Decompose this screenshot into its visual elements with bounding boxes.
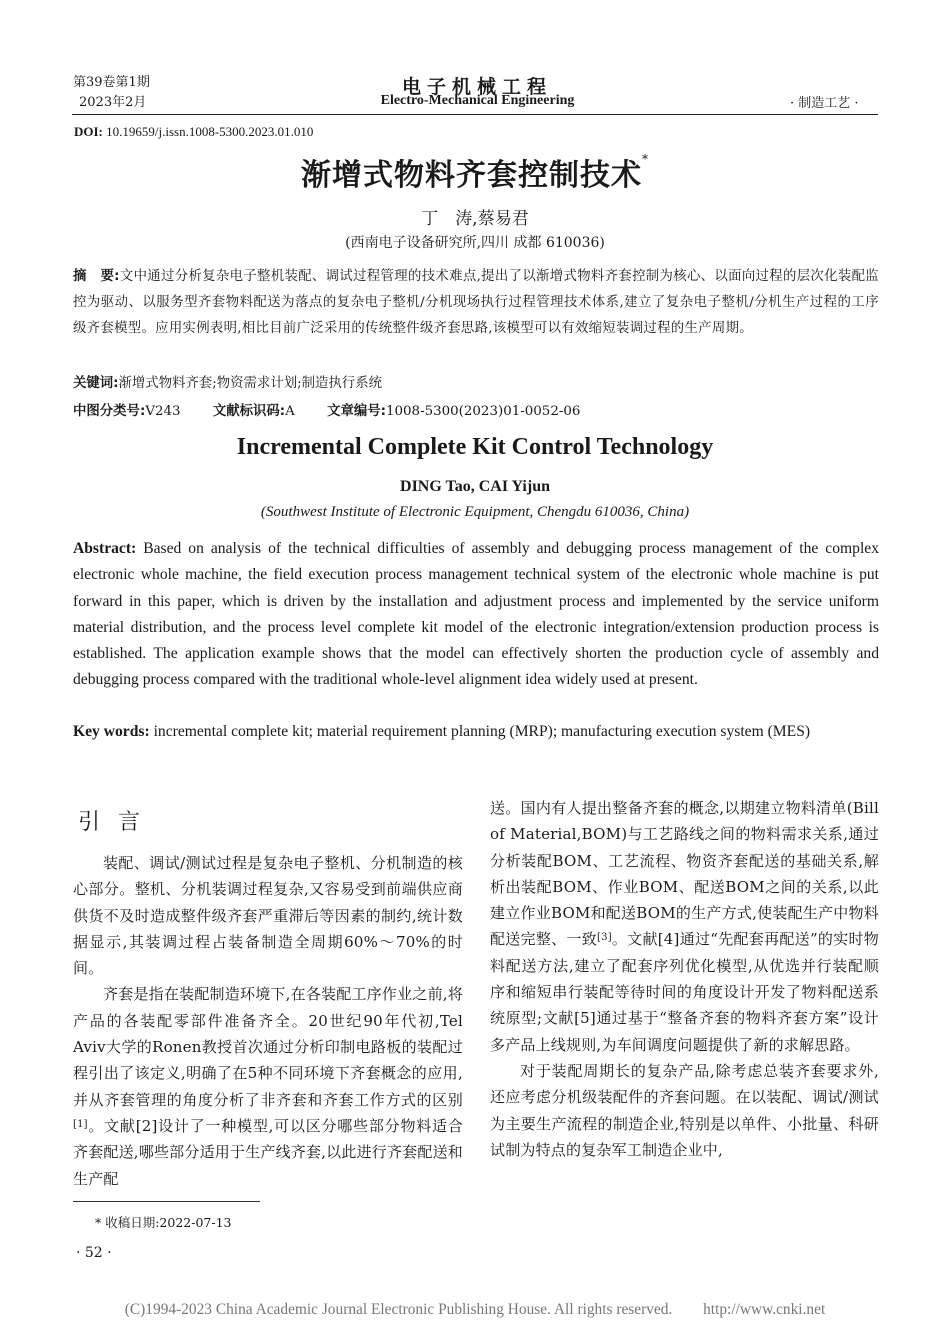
clc-label: 中图分类号: (73, 404, 146, 419)
paragraph-text: 送。国内有人提出整备齐套的概念,以期建立物料清单(Bill of Material,BOM)与工艺路线之间的物料需求关系,通过分析装配BOM、工艺流程、物资齐套配送的基础关系,解析出装配BOM、作业BOM、配送BOM之间的关系,以此建立作业BOM和配送BOM的生产方式,使装配生产中物料配送完整、一致 (490, 799, 879, 949)
journal-volume: 第39卷第1期 (73, 75, 150, 90)
article-number-label: 文章编号: (327, 404, 386, 419)
paragraph-text: 。文献[4]通过“先配套再配送”的实时物料配送方法,建立了配套序列优化模型,从优选并行装配顺序和缩短串行装配等待时间的角度设计开发了物料配送系统原型;文献[5]通过基于“整备齐套的物料齐套方案”设计多产品上线规则,为车间调度问题提供了新的求解思路。 (490, 930, 879, 1054)
section-heading-introduction: 引言 (78, 810, 159, 835)
body-column-left (73, 850, 463, 1192)
journal-date: 2023年2月 (79, 95, 147, 110)
header-rule (72, 114, 878, 115)
authors-en: DING Tao, CAI Yijun (400, 478, 550, 495)
abstract-en (73, 536, 879, 694)
doi-line (74, 124, 313, 140)
title-footnote-mark: * (642, 152, 649, 166)
doc-code (213, 400, 295, 419)
affiliation-en: (Southwest Institute of Electronic Equipment, Chengdu 610036, China) (260, 504, 690, 520)
paragraph: 对于装配周期长的复杂产品,除考虑总装齐套要求外,还应考虑分机级装配件的齐套问题。在以装配、调试/测试为主要生产流程的制造企业,特别是以单件、小批量、科研试制为特点的复杂军工制造企业中, (490, 1061, 879, 1159)
paragraph-text: 。文献[2]设计了一种模型,可以区分哪些部分物料适合齐套配送,哪些部分适用于生产线齐套,以此进行齐套配送和生产配 (73, 1116, 463, 1188)
keywords-en-text: incremental complete kit; material requirement planning (MRP); manufacturing execution system (MES) (153, 723, 811, 740)
doi-value: 10.19659/j.issn.1008-5300.2023.01.010 (106, 124, 314, 139)
abstract-cn (73, 264, 879, 342)
keywords-cn-label: 关键词: (73, 376, 119, 391)
paragraph: 装配、调试/测试过程是复杂电子整机、分机制造的核心部分。整机、分机装调过程复杂,又容易受到前端供应商供货不及时造成整件级齐套严重滞后等因素的制约,统计数据显示,其装调过程占装备制造全周期60%～70%的时间。 (73, 854, 463, 978)
authors-cn: 丁 涛,蔡易君 (421, 209, 529, 229)
footnote-received-date: * 收稿日期:2022-07-13 (95, 1215, 232, 1230)
clc-value: V243 (145, 404, 181, 419)
classification-row (73, 400, 879, 419)
keywords-cn-text: 渐增式物料齐套;物资需求计划;制造执行系统 (118, 376, 382, 391)
title-cn-text: 渐增式物料齐套控制技术 (301, 158, 642, 193)
paper-title-en: Incremental Complete Kit Control Technology (236, 434, 714, 460)
journal-title-en: Electro-Mechanical Engineering (380, 93, 575, 108)
clc-number (73, 400, 181, 419)
doi-label: DOI: (74, 124, 103, 139)
keywords-en-label: Key words: (73, 723, 150, 740)
keywords-cn (73, 372, 382, 391)
section-label: · 制造工艺 · (790, 96, 859, 111)
journal-title-cn: 电子机械工程 (401, 76, 552, 98)
abstract-cn-label: 摘 要: (73, 269, 120, 284)
abstract-en-label: Abstract: (73, 540, 137, 557)
paragraph-text: 齐套是指在装配制造环境下,在各装配工序作业之前,将产品的各装配零部件准备齐全。20世纪90年代初,Tel Aviv大学的Ronen教授首次通过分析印制电路板的装配过程引出了该定义,明确了在5种不同环境下齐套概念的应用,并从齐套管理的角度分析了非齐套和齐套工作方式的区别 (73, 985, 463, 1109)
paper-title-cn (0, 150, 950, 194)
affiliation-cn: (西南电子设备研究所,四川 成都 610036) (345, 235, 605, 251)
paragraph (73, 981, 463, 1191)
doc-code-label: 文献标识码: (212, 404, 286, 419)
page-number: · 52 · (76, 1245, 112, 1261)
keywords-en (73, 719, 879, 745)
doc-code-value: A (285, 404, 295, 419)
copyright-watermark: (C)1994-2023 China Academic Journal Electronic Publishing House. All rights reserved. http://www.cnki.net (124, 1301, 826, 1318)
footnote-rule (73, 1201, 260, 1202)
body-column-right (490, 795, 879, 1163)
citation-ref: [3] (597, 932, 612, 944)
article-number (327, 400, 580, 419)
abstract-cn-text: 文中通过分析复杂电子整机装配、调试过程管理的技术难点,提出了以渐增式物料齐套控制为核心、以面向过程的层次化装配监控为驱动、以服务型齐套物料配送为落点的复杂电子整机/分机现场执行过程管理技术体系,建立了复杂电子整机/分机生产过程的工序级齐套模型。应用实例表明,相比目前广泛采用的传统整件级齐套思路,该模型可以有效缩短装调过程的生产周期。 (73, 269, 879, 336)
article-number-value: 1008-5300(2023)01-0052-06 (385, 404, 581, 419)
abstract-en-text: Based on analysis of the technical difficulties of assembly and debugging process management of the complex electronic whole machine, the field execution process management technical system of the electronic whole machine is put forward in this paper, which is driven by the installation and adjustment process and implemented by the service uniform material distribution, and the process level complete kit model of the electronic integration/extension production process is established. The application example shows that the model can effectively shorten the production cycle of assembly and debugging process compared with the traditional whole-level alignment idea widely used at present. (73, 540, 879, 689)
citation-ref: [1] (73, 1118, 88, 1130)
paragraph (490, 795, 879, 1058)
